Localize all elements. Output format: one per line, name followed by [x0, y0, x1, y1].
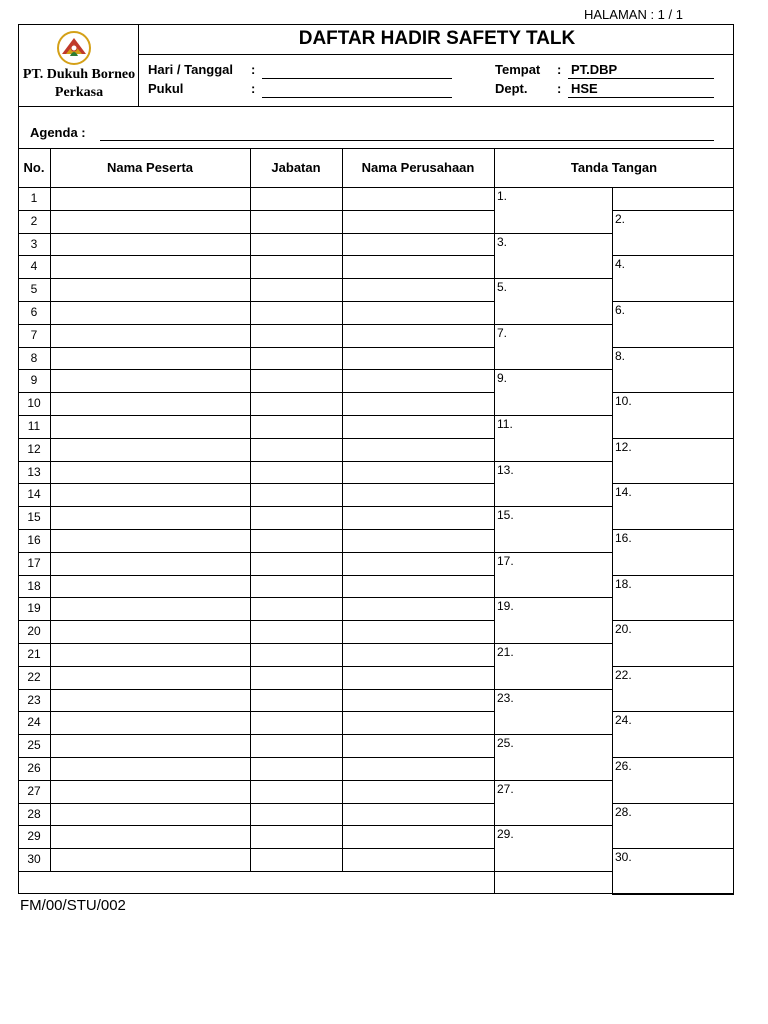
signature-number: 4.	[615, 257, 626, 272]
signature-cell[interactable]	[612, 529, 734, 575]
jabatan-cell[interactable]	[250, 757, 342, 780]
jabatan-cell[interactable]	[250, 506, 342, 529]
signature-cell[interactable]	[494, 187, 616, 233]
jabatan-cell[interactable]	[250, 347, 342, 370]
jabatan-cell[interactable]	[250, 711, 342, 734]
signature-number: 22.	[615, 667, 632, 682]
title-divider	[138, 54, 734, 55]
row-number: 13	[27, 464, 41, 479]
jabatan-cell[interactable]	[250, 620, 342, 643]
signature-line	[612, 894, 734, 895]
row-number: 27	[27, 783, 41, 798]
signature-cell[interactable]	[494, 415, 616, 461]
nama-peserta-cell[interactable]	[50, 757, 250, 780]
nama-peserta-cell[interactable]	[50, 438, 250, 461]
signature-cell[interactable]	[612, 438, 734, 484]
nama-perusahaan-cell[interactable]	[342, 301, 494, 324]
nama-peserta-cell[interactable]	[50, 415, 250, 438]
signature-number: 24.	[615, 713, 632, 728]
signature-number: 26.	[615, 759, 632, 773]
signature-cell[interactable]	[494, 324, 616, 370]
jabatan-cell[interactable]	[250, 483, 342, 506]
nama-peserta-cell[interactable]	[50, 187, 250, 210]
form-code-stu: STU	[66, 897, 97, 914]
nama-perusahaan-cell[interactable]	[342, 734, 494, 757]
row-number: 9	[30, 373, 38, 388]
signature-cell[interactable]	[612, 483, 734, 529]
row-number: 10	[27, 396, 41, 411]
signature-number: 7.	[497, 325, 508, 340]
signature-cell[interactable]	[494, 552, 616, 598]
jabatan-cell[interactable]	[250, 575, 342, 598]
form-code-n2: 002	[100, 897, 126, 914]
nama-perusahaan-cell[interactable]	[342, 210, 494, 233]
form-code-n1: 00	[45, 897, 63, 914]
hari-tanggal-sep: :	[251, 62, 256, 77]
jabatan-cell[interactable]	[250, 848, 342, 871]
nama-perusahaan-cell[interactable]	[342, 255, 494, 278]
jabatan-cell[interactable]	[250, 780, 342, 803]
nama-peserta-cell[interactable]	[50, 734, 250, 757]
nama-peserta-cell[interactable]	[50, 233, 250, 256]
nama-perusahaan-cell[interactable]	[342, 369, 494, 392]
jabatan-cell[interactable]	[250, 803, 342, 826]
signature-cell[interactable]	[494, 369, 616, 415]
row-number: 17	[27, 555, 41, 570]
jabatan-cell[interactable]	[250, 415, 342, 438]
nama-perusahaan-cell[interactable]	[342, 506, 494, 529]
tempat-sep: :	[557, 62, 562, 77]
nama-peserta-cell[interactable]	[50, 620, 250, 643]
jabatan-cell[interactable]	[250, 255, 342, 278]
form-code-sep3: /	[96, 897, 101, 914]
nama-peserta-cell[interactable]	[50, 255, 250, 278]
signature-cell[interactable]	[612, 301, 734, 347]
jabatan-cell[interactable]	[250, 369, 342, 392]
signature-cell[interactable]	[612, 620, 734, 666]
col-header-tanda-tangan: Tanda Tangan	[570, 160, 658, 175]
signature-number: 14.	[615, 485, 632, 500]
signature-cell[interactable]	[494, 278, 616, 324]
row-number: 28	[27, 806, 41, 821]
jabatan-cell[interactable]	[250, 301, 342, 324]
form-code	[20, 897, 126, 914]
pukul-label: Pukul	[148, 81, 184, 96]
company-name-line1: PT. Dukuh Borneo	[22, 67, 136, 82]
signature-number: 23.	[497, 690, 514, 705]
signature-cell[interactable]	[612, 392, 734, 438]
row-number: 15	[27, 510, 41, 525]
row-number: 3	[30, 236, 38, 251]
signature-cell[interactable]	[612, 210, 734, 256]
row-number: 7	[30, 327, 38, 342]
row-number: 18	[27, 578, 41, 593]
row-number: 6	[30, 305, 38, 319]
nama-perusahaan-cell[interactable]	[342, 438, 494, 461]
hari-tanggal-field[interactable]	[262, 78, 452, 79]
jabatan-cell[interactable]	[250, 643, 342, 666]
signature-number: 19.	[497, 599, 514, 614]
jabatan-cell[interactable]	[250, 689, 342, 712]
row-number: 25	[27, 738, 41, 753]
row-number: 1	[30, 191, 38, 205]
nama-peserta-cell[interactable]	[50, 369, 250, 392]
signature-cell[interactable]	[494, 825, 616, 871]
signature-number: 21.	[497, 645, 514, 659]
signature-number: 29.	[497, 827, 514, 842]
signature-number: 25.	[497, 736, 514, 751]
nama-perusahaan-cell[interactable]	[342, 620, 494, 643]
nama-peserta-cell[interactable]	[50, 552, 250, 575]
nama-peserta-cell[interactable]	[50, 301, 250, 324]
jabatan-cell[interactable]	[250, 552, 342, 575]
page-number: HALAMAN : 1 / 1	[584, 7, 683, 22]
nama-peserta-cell[interactable]	[50, 529, 250, 552]
nama-perusahaan-cell[interactable]	[342, 575, 494, 598]
pukul-sep: :	[251, 81, 256, 96]
nama-perusahaan-cell[interactable]	[342, 643, 494, 666]
row-number: 21	[27, 647, 41, 661]
nama-peserta-cell[interactable]	[50, 347, 250, 370]
signature-cell[interactable]	[494, 233, 616, 279]
jabatan-cell[interactable]	[250, 438, 342, 461]
signature-number: 15.	[497, 508, 514, 523]
nama-peserta-cell[interactable]	[50, 597, 250, 620]
jabatan-cell[interactable]	[250, 324, 342, 347]
nama-perusahaan-cell[interactable]	[342, 552, 494, 575]
signature-line	[494, 871, 612, 872]
signature-cell[interactable]	[612, 255, 734, 301]
row-number: 8	[30, 350, 38, 365]
signature-cell[interactable]	[494, 734, 616, 780]
nama-perusahaan-cell[interactable]	[342, 461, 494, 484]
nama-peserta-cell[interactable]	[50, 825, 250, 848]
nama-peserta-cell[interactable]	[50, 483, 250, 506]
nama-perusahaan-cell[interactable]	[342, 392, 494, 415]
nama-perusahaan-cell[interactable]	[342, 848, 494, 871]
nama-perusahaan-cell[interactable]	[342, 529, 494, 552]
nama-perusahaan-cell[interactable]	[342, 825, 494, 848]
nama-peserta-cell[interactable]	[50, 461, 250, 484]
row-number: 24	[27, 715, 41, 730]
header-bottom-line	[18, 106, 734, 107]
jabatan-cell[interactable]	[250, 233, 342, 256]
signature-number: 17.	[497, 553, 514, 568]
hari-tanggal-label: Hari / Tanggal	[148, 62, 233, 77]
signature-cell[interactable]	[494, 597, 616, 643]
nama-peserta-cell[interactable]	[50, 278, 250, 301]
tempat-value[interactable]: PT.DBP	[571, 62, 618, 77]
jabatan-cell[interactable]	[250, 187, 342, 210]
jabatan-cell[interactable]	[250, 734, 342, 757]
signature-number: 1.	[497, 189, 508, 203]
signature-number: 6.	[615, 303, 626, 317]
agenda-label: Agenda :	[30, 125, 86, 140]
row-number: 4	[30, 259, 38, 274]
form-code-fm: FM	[20, 897, 42, 914]
signature-cell[interactable]	[612, 711, 734, 757]
dept-value[interactable]: HSE	[571, 81, 598, 96]
signature-number: 3.	[497, 234, 508, 249]
col-header-nama: Nama Peserta	[107, 160, 193, 175]
jabatan-cell[interactable]	[250, 278, 342, 301]
form-code-sep2: /	[62, 897, 67, 914]
nama-perusahaan-cell[interactable]	[342, 711, 494, 734]
signature-cell[interactable]	[494, 506, 616, 552]
signature-number: 11.	[497, 417, 513, 431]
jabatan-cell[interactable]	[250, 461, 342, 484]
tempat-label: Tempat	[495, 62, 541, 77]
signature-number: 10.	[615, 394, 632, 409]
nama-perusahaan-cell[interactable]	[342, 597, 494, 620]
nama-perusahaan-cell[interactable]	[342, 347, 494, 370]
nama-peserta-cell[interactable]	[50, 575, 250, 598]
signature-number: 13.	[497, 462, 514, 477]
col-header-no: No.	[23, 160, 45, 175]
signature-number: 16.	[615, 531, 632, 545]
signature-cell[interactable]	[494, 461, 616, 507]
row-number: 23	[27, 692, 41, 707]
nama-perusahaan-cell[interactable]	[342, 666, 494, 689]
signature-number: 9.	[497, 371, 508, 386]
signature-number: 18.	[615, 576, 632, 591]
nama-peserta-cell[interactable]	[50, 210, 250, 233]
nama-perusahaan-cell[interactable]	[342, 483, 494, 506]
nama-peserta-cell[interactable]	[50, 689, 250, 712]
company-logo	[56, 30, 92, 66]
row-number: 2	[30, 213, 38, 228]
signature-number: 12.	[615, 439, 632, 454]
page-title: DAFTAR HADIR SAFETY TALK	[298, 28, 576, 49]
nama-peserta-cell[interactable]	[50, 848, 250, 871]
row-number: 20	[27, 624, 41, 639]
signature-number: 8.	[615, 348, 626, 363]
logo-divider	[138, 24, 139, 106]
nama-perusahaan-cell[interactable]	[342, 278, 494, 301]
signature-number: 30.	[615, 850, 632, 865]
nama-perusahaan-cell[interactable]	[342, 415, 494, 438]
signature-cell[interactable]	[494, 780, 616, 826]
signature-cell[interactable]	[612, 803, 734, 849]
tempat-underline	[568, 78, 714, 79]
signature-cell[interactable]	[612, 347, 734, 393]
row-number: 12	[27, 441, 41, 456]
signature-number: 20.	[615, 622, 632, 637]
signature-number: 27.	[497, 781, 514, 796]
row-number: 14	[27, 487, 41, 502]
nama-peserta-cell[interactable]	[50, 392, 250, 415]
row-number: 26	[27, 761, 41, 775]
signature-cell[interactable]	[612, 666, 734, 712]
jabatan-cell[interactable]	[250, 392, 342, 415]
jabatan-cell[interactable]	[250, 529, 342, 552]
company-name	[20, 66, 138, 102]
signature-number: 2.	[615, 211, 626, 226]
signature-number: 5.	[497, 280, 508, 295]
row-number: 30	[27, 852, 41, 867]
nama-perusahaan-cell[interactable]	[342, 324, 494, 347]
nama-perusahaan-cell[interactable]	[342, 780, 494, 803]
jabatan-cell[interactable]	[250, 825, 342, 848]
pukul-field[interactable]	[262, 97, 452, 98]
nama-perusahaan-cell[interactable]	[342, 187, 494, 210]
jabatan-cell[interactable]	[250, 597, 342, 620]
company-name-line2: Perkasa	[54, 85, 104, 100]
nama-perusahaan-cell[interactable]	[342, 233, 494, 256]
agenda-bottom-line	[18, 148, 734, 149]
nama-peserta-cell[interactable]	[50, 324, 250, 347]
signature-cell[interactable]	[612, 848, 734, 894]
nama-perusahaan-cell[interactable]	[342, 803, 494, 826]
signature-line	[612, 210, 734, 211]
row-number: 22	[27, 669, 41, 684]
jabatan-cell[interactable]	[250, 210, 342, 233]
row-number: 29	[27, 829, 41, 844]
signature-cell[interactable]	[494, 643, 616, 689]
nama-peserta-cell[interactable]	[50, 643, 250, 666]
signature-cell[interactable]	[612, 575, 734, 621]
logo-emblem-icon	[56, 30, 92, 66]
row-number: 19	[27, 601, 41, 616]
row-number: 5	[30, 282, 38, 297]
signature-number: 28.	[615, 804, 632, 819]
jabatan-cell[interactable]	[250, 666, 342, 689]
nama-perusahaan-cell[interactable]	[342, 757, 494, 780]
col-header-jabatan: Jabatan	[271, 160, 321, 175]
dept-underline	[568, 97, 714, 98]
nama-peserta-cell[interactable]	[50, 780, 250, 803]
dept-sep: :	[557, 81, 562, 96]
nama-peserta-cell[interactable]	[50, 666, 250, 689]
nama-peserta-cell[interactable]	[50, 803, 250, 826]
col-header-perusahaan: Nama Perusahaan	[361, 160, 475, 175]
row-number: 11	[27, 419, 41, 433]
nama-perusahaan-cell[interactable]	[342, 689, 494, 712]
signature-cell[interactable]	[612, 757, 734, 803]
nama-peserta-cell[interactable]	[50, 711, 250, 734]
dept-label: Dept.	[495, 81, 528, 96]
agenda-field[interactable]	[100, 140, 714, 141]
form-code-sep1: /	[41, 897, 46, 914]
nama-peserta-cell[interactable]	[50, 506, 250, 529]
row-number: 16	[27, 533, 41, 547]
signature-cell[interactable]	[494, 689, 616, 735]
